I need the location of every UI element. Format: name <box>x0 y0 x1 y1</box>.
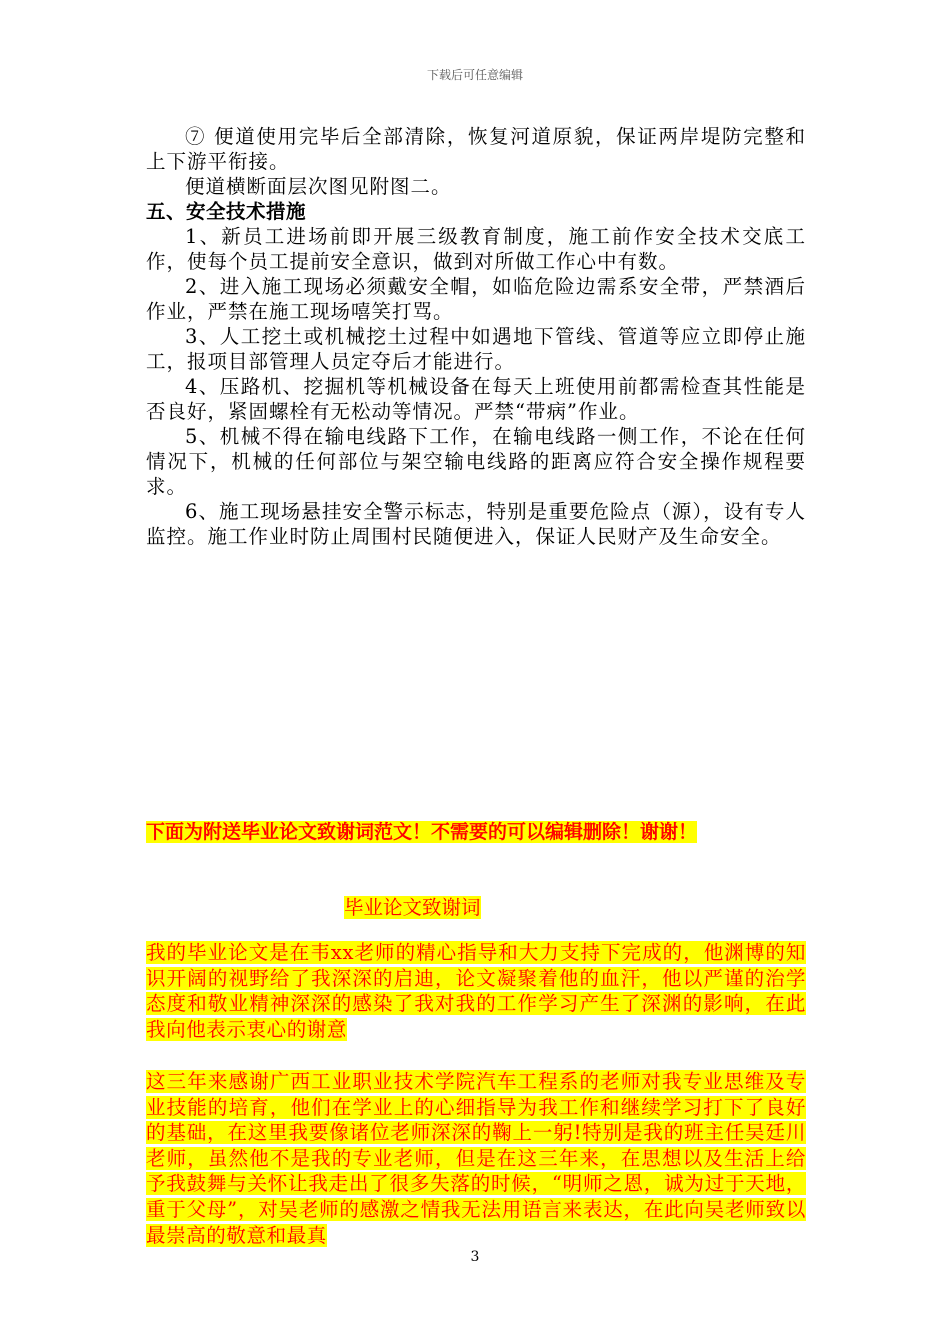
paragraph-item7: ⑦ 便道使用完毕后全部清除，恢复河道原貌，保证两岸堤防完整和上下游平衔接。 <box>146 125 806 173</box>
acknowledgement-title-text: 毕业论文致谢词 <box>344 896 481 919</box>
measure-item-5: 5、机械不得在输电线路下工作，在输电线路一侧工作，不论在任何情况下，机械的任何部位与架空输电线路的距离应符合安全操作规程要求。 <box>146 425 806 498</box>
appendix-notice <box>146 820 697 844</box>
page-header: 下载后可任意编辑 <box>426 68 523 82</box>
acknowledgement-paragraph-2 <box>146 1069 806 1248</box>
acknowledgement-title <box>344 895 481 920</box>
measure-item-6: 6、施工现场悬挂安全警示标志，特别是重要危险点（源），设有专人监控。施工作业时防止周围村民随便进入，保证人民财产及生命安全。 <box>146 500 806 548</box>
acknowledgement-paragraph-1-text: 我的毕业论文是在韦xx老师的精心指导和大力支持下完成的，他渊博的知识开阔的视野给了我深深的启迪，论文凝聚着他的血汗，他以严谨的治学态度和敬业精神深深的感染了我对我的工作学习产生了深渊的影响，在此我向他表示衷心的谢意 <box>146 941 806 1041</box>
measure-item-4: 4、压路机、挖掘机等机械设备在每天上班使用前都需检查其性能是否良好，紧固螺栓有无松动等情况。严禁“带病”作业。 <box>146 375 806 423</box>
appendix-notice-text: 下面为附送毕业论文致谢词范文！不需要的可以编辑删除！谢谢！ <box>146 821 698 843</box>
section-heading: 五、安全技术措施 <box>146 200 307 223</box>
acknowledgement-paragraph-1 <box>146 940 806 1042</box>
paragraph-figure-note: 便道横断面层次图见附图二。 <box>185 175 452 198</box>
document-body <box>146 124 806 549</box>
measure-item-2: 2、进入施工现场必须戴安全帽，如临危险边需系安全带，严禁酒后作业，严禁在施工现场嘻笑打骂。 <box>146 275 806 323</box>
acknowledgement-paragraph-2-text: 这三年来感谢广西工业职业技术学院汽车工程系的老师对我专业思维及专业技能的培育，他们在学业上的心细指导为我工作和继续学习打下了良好的基础，在这里我要像诸位老师深深的鞠上一躬!特别是我的班主任吴廷川老师，虽然他不是我的专业老师，但是在这三年来，在思想以及生活上给予我鼓舞与关怀让我走出了很多失落的时候，“明师之恩，诚为过于天地，重于父母”，对吴老师的感激之情我无法用语言来表达，在此向吴老师致以最崇高的敬意和最真 <box>146 1070 806 1247</box>
measure-item-1: 1、新员工进场前即开展三级教育制度，施工前作安全技术交底工作，使每个员工提前安全意识，做到对所做工作心中有数。 <box>146 225 806 273</box>
page-number: 3 <box>470 1249 480 1265</box>
measure-item-3: 3、人工挖土或机械挖土过程中如遇地下管线、管道等应立即停止施工，报项目部管理人员定夺后才能进行。 <box>146 325 806 373</box>
